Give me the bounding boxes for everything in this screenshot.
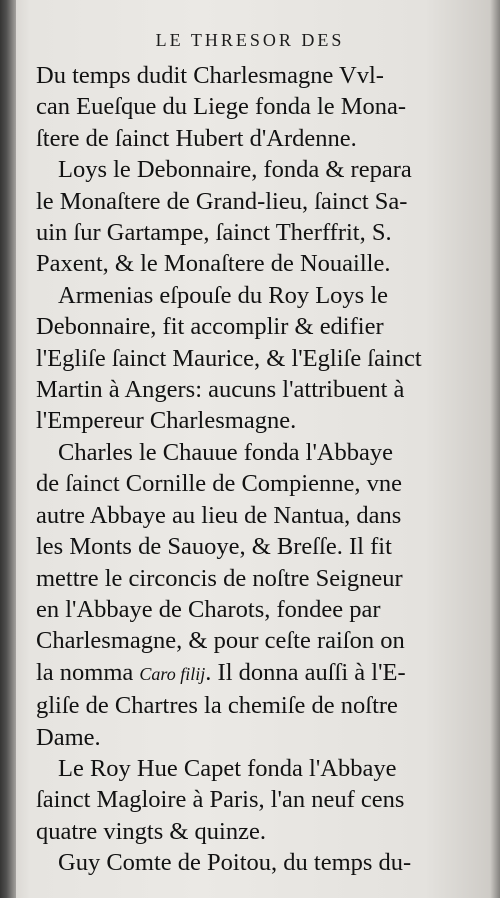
paragraph [36,154,476,280]
text-line: Armenias eſpouſe du Roy Loys le [58,281,389,309]
text-line: uin ſur Gartampe, ſainct Therffrit, S. [36,219,392,247]
running-header: LE THRESOR DES [155,30,345,50]
paragraph [36,847,476,878]
text-line: ſtere de ſainct Hubert d'Ardenne. [36,124,357,152]
text-line: Paxent, & le Monaſtere de Nouaille. [36,250,391,278]
text-line: Guy Comte de Poitou, du temps du- [58,849,412,877]
paragraph [36,437,476,753]
text-line: Charlesmagne, & pour ceſte raiſon on [36,627,405,655]
italic-latin-phrase: Caro filij [139,663,206,684]
text-line: Charles le Chauue fonda l'Abbaye [58,438,394,466]
text-line: can Eueſque du Liege fonda le Mona- [36,93,407,121]
paragraph [36,60,476,154]
text-line: quatre vingts & quinze. [36,817,266,845]
page-edge-shadow [490,0,500,898]
text-line: les Monts de Sauoye, & Breſſe. Il fit [36,533,392,561]
paragraph [36,280,476,437]
text-line: le Monaſtere de Grand-lieu, ſainct Sa- [36,187,408,215]
text-line: Debonnaire, fit accomplir & edifier [36,313,384,341]
text-fragment: la nomma [36,658,140,686]
text-line: l'Egliſe ſainct Maurice, & l'Egliſe ſainct [36,344,422,372]
text-line: ſainct Magloire à Paris, l'an neuf cens [36,786,405,814]
text-line: de ſainct Cornille de Compienne, vne [36,470,403,498]
paragraph [36,753,476,847]
text-line: Loys le Debonnaire, fonda & repara [58,156,412,184]
text-line: Du temps dudit Charlesmagne Vvl- [36,62,384,89]
text-line: l'Empereur Charlesmagne. [36,407,297,435]
body-text [36,60,476,879]
text-line: Le Roy Hue Capet fonda l'Abbaye [58,754,397,782]
text-line: Dame. [36,723,101,751]
text-line: Martin à Angers: aucuns l'attribuent à [36,376,405,404]
text-line [36,657,476,690]
text-line: mettre le circoncis de noſtre Seigneur [36,564,403,592]
text-line: en l'Abbaye de Charots, fondee par [36,595,381,623]
page-gutter-shadow [0,0,16,898]
text-line: gliſe de Chartres la chemiſe de noſtre [36,692,398,720]
text-line: autre Abbaye au lieu de Nantua, dans [36,501,402,529]
text-fragment: . Il donna auſſi à l'E- [205,658,406,686]
